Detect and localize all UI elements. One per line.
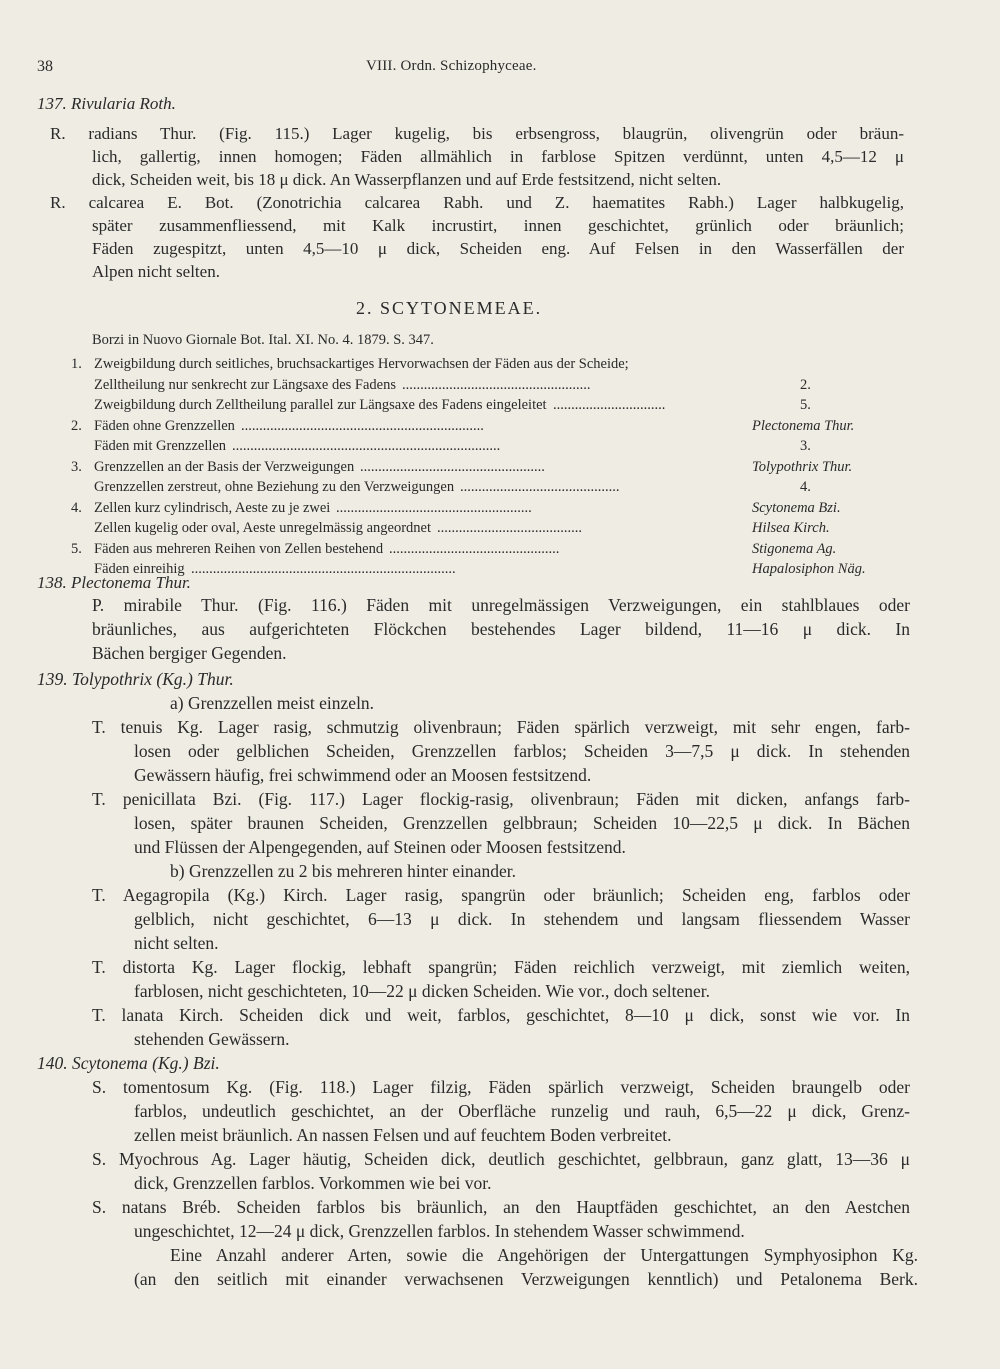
plectonema-line: Bächen bergiger Gegenden.: [92, 643, 287, 663]
entry-138-title: 138. Plectonema Thur.: [37, 573, 191, 592]
tolypothrix-penicillata-line: und Flüssen der Alpengegenden, auf Steinen oder Moosen festsitzend.: [134, 837, 626, 857]
rivularia-calcarea-line: R. calcarea E. Bot. (Zonotrichia calcarea Rabh. und Z. haematites Rabh.) Lager halbkugelig,: [50, 193, 904, 212]
key-number: 3.: [71, 458, 82, 475]
plectonema-line: bräunliches, aus aufgerichteten Flöckchen bestehendes Lager bildend, 11—16 μ dick. In: [92, 619, 910, 639]
tolypothrix-penicillata-line: losen, später braunen Scheiden, Grenzzellen gelbbraun; Scheiden 10—22,5 μ dick. In Bächen: [134, 813, 910, 833]
key-leader-dots: ......................................................: [336, 499, 532, 516]
key-result: Hapalosiphon Näg.: [752, 561, 866, 577]
scytonema-tomentosum-line: zellen meist bräunlich. An nassen Felsen und auf feuchtem Boden verbreitet.: [134, 1125, 672, 1145]
key-text: Fäden einreihig: [94, 561, 185, 577]
key-leader-dots: ...............................................: [389, 540, 560, 557]
key-text: Zelltheilung nur senkrecht zur Längsaxe des Fadens: [94, 376, 396, 393]
tolypothrix-tenuis-line: T. tenuis Kg. Lager rasig, schmutzig olivenbraun; Fäden spärlich verzweigt, mit sehr engen, farb-: [92, 717, 910, 737]
scytonema-tomentosum-line: S. tomentosum Kg. (Fig. 118.) Lager filzig, Fäden spärlich verzweigt, Scheiden braungelb oder: [92, 1077, 910, 1097]
section-title: 2. SCYTONEMEAE.: [356, 298, 543, 318]
key-result: Stigonema Ag.: [752, 540, 837, 557]
tolypothrix-aegagropila-line: nicht selten.: [134, 933, 219, 953]
key-result: Plectonema Thur.: [752, 417, 855, 434]
key-result: 3.: [800, 438, 811, 454]
tolypothrix-tenuis-line: Gewässern häufig, frei schwimmend oder an Moosen festsitzend.: [134, 765, 592, 785]
key-leader-dots: ...................................................: [360, 458, 545, 475]
key-result: Hilsea Kirch.: [752, 520, 830, 536]
tolypothrix-penicillata-line: T. penicillata Bzi. (Fig. 117.) Lager flockig-rasig, olivenbraun; Fäden mit dicken, anfangs farb-: [92, 789, 910, 809]
page-number: 38: [37, 58, 53, 75]
closing-note-line: Eine Anzahl anderer Arten, sowie die Angehörigen der Untergattungen Symphyosiphon Kg.: [170, 1245, 918, 1265]
scytonema-natans-line: ungeschichtet, 12—24 μ dick, Grenzzellen farblos. In stehendem Wasser schwimmend.: [134, 1221, 745, 1241]
rivularia-radians-line: dick, Scheiden weit, bis 18 μ dick. An Wasserpflanzen und auf Erde festsitzend, nicht selten.: [92, 170, 722, 189]
key-result: 5.: [800, 397, 811, 413]
rivularia-calcarea-line: Fäden zugespitzt, unten 4,5—10 μ dick, Scheiden eng. Auf Felsen in den Wasserfällen der: [92, 239, 904, 258]
tolypothrix-distorta-line: T. distorta Kg. Lager flockig, lebhaft spangrün; Fäden reichlich verzweigt, mit ziemlich weiten,: [92, 957, 910, 977]
key-leader-dots: ........................................: [437, 520, 582, 536]
running-title: VIII. Ordn. Schizophyceae.: [366, 58, 537, 74]
key-leader-dots: .........................................................................: [191, 561, 456, 577]
key-leader-dots: ...............................: [553, 397, 666, 413]
key-result: Tolypothrix Thur.: [752, 458, 853, 475]
rivularia-calcarea-line: Alpen nicht selten.: [92, 262, 220, 281]
key-text: Zweigbildung durch Zelltheilung parallel zur Längsaxe des Fadens eingeleitet: [94, 397, 547, 413]
key-text: Zellen kugelig oder oval, Aeste unregelmässig angeordnet: [94, 520, 432, 536]
section-reference: Borzi in Nuovo Giornale Bot. Ital. XI. No. 4. 1879. S. 347.: [92, 332, 434, 348]
key-result: Scytonema Bzi.: [752, 499, 841, 516]
key-text: Zweigbildung durch seitliches, bruchsackartiges Hervorwachsen der Fäden aus der Scheide;: [94, 356, 629, 372]
plectonema-line: P. mirabile Thur. (Fig. 116.) Fäden mit unregelmässigen Verzweigungen, ein stahlblaues oder: [92, 595, 910, 615]
tolypothrix-lanata-line: stehenden Gewässern.: [134, 1029, 290, 1049]
tolypothrix-aegagropila-line: T. Aegagropila (Kg.) Kirch. Lager rasig, spangrün oder bräunlich; Scheiden eng, farblos oder: [92, 885, 910, 905]
tolypothrix-tenuis-line: losen oder gelblichen Scheiden, Grenzzellen farblos; Scheiden 3—7,5 μ dick. In stehenden: [134, 741, 910, 761]
entry-140-title: 140. Scytonema (Kg.) Bzi.: [37, 1053, 220, 1073]
scytonema-natans-line: S. natans Bréb. Scheiden farblos bis bräunlich, an den Hauptfäden geschichtet, an den Aestchen: [92, 1197, 910, 1217]
entry-137-title: 137. Rivularia Roth.: [37, 94, 176, 113]
key-number: 5.: [71, 540, 82, 557]
key-text: Fäden ohne Grenzzellen: [94, 417, 235, 434]
subgroup-a: a) Grenzzellen meist einzeln.: [170, 693, 375, 713]
key-text: Grenzzellen zerstreut, ohne Beziehung zu den Verzweigungen: [94, 479, 455, 495]
key-text: Fäden mit Grenzzellen: [94, 438, 227, 454]
scytonema-myochrous-line: S. Myochrous Ag. Lager häutig, Scheiden dick, deutlich geschichtet, gelbbraun, ganz glatt, 13—36 μ: [92, 1149, 910, 1169]
scytonema-myochrous-line: dick, Grenzzellen farblos. Vorkommen wie bei vor.: [134, 1173, 492, 1193]
key-leader-dots: ....................................................: [402, 376, 591, 393]
key-text: Zellen kurz cylindrisch, Aeste zu je zwei: [94, 499, 331, 516]
key-leader-dots: ............................................: [460, 479, 620, 495]
scytonema-tomentosum-line: farblos, undeutlich geschichtet, an der Oberfläche runzelig und rauh, 6,5—22 μ dick, Grenz-: [134, 1101, 910, 1121]
key-leader-dots: ...................................................................: [241, 417, 484, 434]
key-result: 2.: [800, 376, 811, 393]
rivularia-radians-line: lich, gallertig, innen homogen; Fäden allmählich in farblose Spitzen verdünnt, unten 4,5—12 μ: [92, 147, 904, 166]
tolypothrix-distorta-line: farblosen, nicht geschichteten, 10—22 μ dicken Scheiden. Wie vor., doch seltener.: [134, 981, 710, 1001]
tolypothrix-lanata-line: T. lanata Kirch. Scheiden dick und weit, farblos, geschichtet, 8—10 μ dick, sonst wie vor. In: [92, 1005, 910, 1025]
key-number: 4.: [71, 499, 82, 516]
rivularia-calcarea-line: später zusammenfliessend, mit Kalk incrustirt, innen geschichtet, grünlich oder bräunlich;: [92, 216, 904, 235]
key-number: 1.: [71, 356, 82, 372]
key-number: 2.: [71, 417, 82, 434]
tolypothrix-aegagropila-line: gelblich, nicht geschichtet, 6—13 μ dick. In stehendem und langsam fliessendem Wasser: [134, 909, 910, 929]
rivularia-radians-line: R. radians Thur. (Fig. 115.) Lager kugelig, bis erbsengross, blaugrün, olivengrün oder bräun-: [50, 124, 904, 143]
closing-note-line: (an den seitlich mit einander verwachsenen Verzweigungen kenntlich) und Petalonema Berk.: [134, 1269, 918, 1289]
key-text: Fäden aus mehreren Reihen von Zellen bestehend: [94, 540, 384, 557]
entry-139-title: 139. Tolypothrix (Kg.) Thur.: [37, 669, 234, 689]
key-result: 4.: [800, 479, 811, 495]
subgroup-b: b) Grenzzellen zu 2 bis mehreren hinter einander.: [170, 861, 516, 881]
key-text: Grenzzellen an der Basis der Verzweigungen: [94, 458, 355, 475]
key-leader-dots: ..........................................................................: [232, 438, 501, 454]
